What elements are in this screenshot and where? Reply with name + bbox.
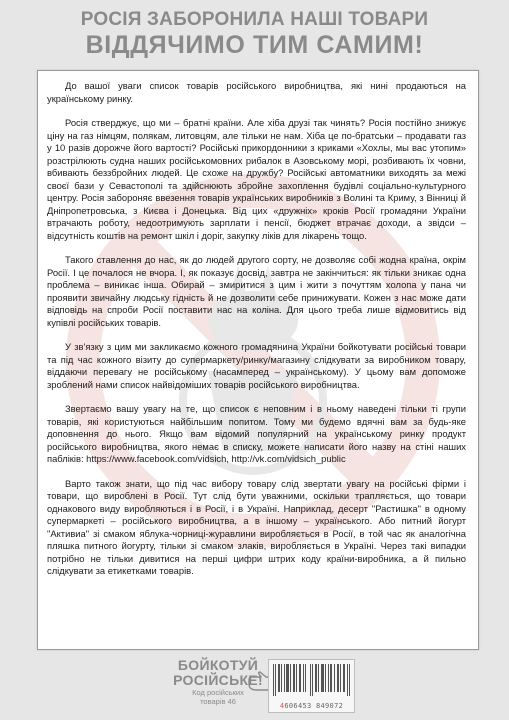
barcode-icon xyxy=(268,659,355,713)
barcode-country-prefix: 4 xyxy=(279,702,285,710)
paragraph-russia-claims: Росія стверджує, що ми – братні країни. Але хіба друзі так чинять? Росія постійно знижує ціну на газ німцям, полякам, литовцям, але тільки не нам. Хіба це по-братськи – продавати газ у 10 разів дорожче його вартості? Російські прикордонники з криками «Хохлы, мы вас утопим» розстрілюють судна наших російськомовних рибалок в Азовському морі, розбивають їх човни, вбивають беззбройних людей. Це схоже на дружбу? Російські автоматники виходять за межі своєї бази у Севастополі та здійснюють збройне захоплення будівлі соціально-культурного центру. Росія забороняє ввезення товарів українських виробників з Волині та Криму, з Вінниці й Дніпропетровська, з Києва і Донецька. Від цих «дружніх» кроків Росії громадяни України втрачають роботу, недоотримують зарплати і пенсії, бюджет втрачає доходи, а звідси – відсутність коштів на ремонт шкіл і доріг, закупку ліків для лікарень тощо. xyxy=(47,117,466,241)
code-line-2: товарів 46 xyxy=(200,697,236,706)
headline-main: ВІДДЯЧИМО ТИМ САМИМ! xyxy=(85,31,424,59)
paragraph-second-class: Такого ставлення до нас, як до людей другого сорту, не дозволяє собі жодна країна, окрім Росії. І це почалося не вчора. І, як показує досвід, завтра не закінчиться: як тільки зникає одна проблема – виникає інша. Обирай – змиритися з цим і жити з почуттям холопа у пана чи проявити звичайну людську гідність й не дозволити себе принижувати. Кожен з нас може дати відповідь на спроби Росії поставити нас на коліна. Для цього треба лише відмовитись від купівлі російських товарів. xyxy=(47,254,466,328)
boycott-line-1: БОЙКОТУЙ xyxy=(177,657,259,673)
code-line-1: Код російських xyxy=(192,688,244,697)
barcode-digits-rest: 606453 849072 xyxy=(284,702,344,710)
article-body xyxy=(47,80,466,590)
barcode-number xyxy=(271,702,352,710)
paragraph-incomplete-list: Звертаємо вашу увагу на те, що список є неповним і в ньому наведені тільки ті групи товарів, які користуються найбільшим попитом. Тому ми будемо вдячні вам за будь-яке доповнення до нього. Якщо вам відомий популярний на українському ринку продукт російського виробництва, якого немає в списку, можете написати його назву на стіні наших пабліків: https://www.facebook.com/vidsich, http://vk.com/vidsich_public xyxy=(47,403,466,464)
headline-top: РОСІЯ ЗАБОРОНИЛА НАШІ ТОВАРИ xyxy=(80,9,429,30)
paragraph-intro: До вашої уваги список товарів російського виробництва, які нині продаються на українському ринку. xyxy=(47,80,466,104)
paragraph-check-labels: Варто також знати, що під час вибору товару слід звертати увагу на російські фірми і товари, що вироблені в Росії. Тут слід бути уважними, оскільки трапляється, що товари однакового виду виробляються і в Росії, і в Україні. Наприклад, десерт "Растишка" в одному супермаркеті – російського виробництва, а в іншому – українського. Або питний йогурт "Активиа" зі смаком яблука-чорниці-журавлини виробляється в Росії, в той час як аналогічна пляшка питного йогурту, тільки зі смаком злаків, виробляється в Україні. Через такі випадки потрібно не тільки дивитися на перші цифри штрих коду країни-виробника, а й пильно слідкувати за етикетками товарів. xyxy=(47,477,466,576)
paragraph-call-to-boycott: У зв'язку з цим ми закликаємо кожного громадянина України бойкотувати російські товари та під час кожного візиту до супермаркету/ринку/магазину слідкувати за виробником товару, віддаючи перевагу не російському (насамперед – українському). У цьому вам допоможе зроблений нами список найвідоміших товарів російського виробництва. xyxy=(47,341,466,390)
boycott-line-2: РОСІЙСЬКЕ! xyxy=(173,672,263,688)
barcode-bars xyxy=(273,664,350,696)
